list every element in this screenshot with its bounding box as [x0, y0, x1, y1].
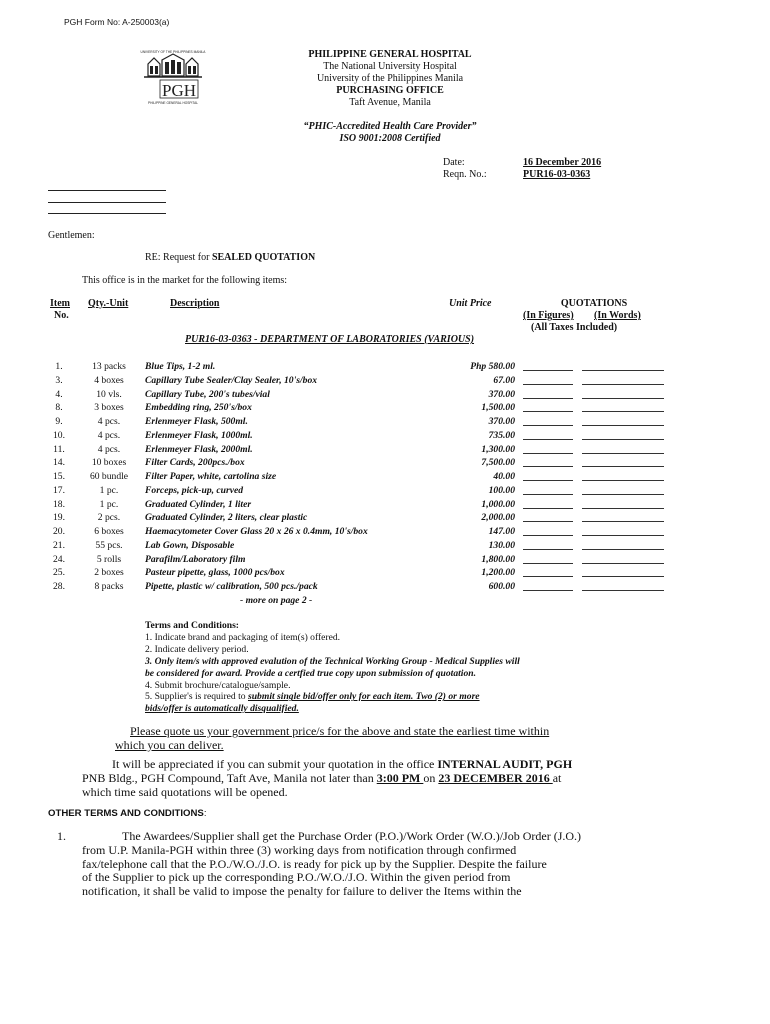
item-description: Capillary Tube Sealer/Clay Sealer, 10's/box	[145, 374, 318, 386]
university-name: University of the Philippines Manila	[316, 73, 464, 84]
table-row	[0, 430, 770, 443]
quote-figures-blank[interactable]	[523, 361, 573, 371]
item-description: Parafilm/Laboratory film	[145, 553, 246, 565]
item-description: Pasteur pipette, glass, 1000 pcs/box	[145, 567, 285, 579]
item-unit-price: 370.00	[488, 416, 515, 427]
quote-figures-blank[interactable]	[523, 375, 573, 385]
quote-words-blank[interactable]	[582, 567, 664, 577]
quote-figures-blank[interactable]	[523, 471, 573, 481]
term-4: 4. Submit brochure/catalogue/sample.	[145, 679, 291, 691]
quote-figures-blank[interactable]	[523, 444, 573, 454]
salutation: Gentlemen:	[48, 230, 95, 241]
section-title: PUR16-03-0363 - DEPARTMENT OF LABORATORIES (VARIOUS)	[185, 334, 475, 345]
item-unit-price: 67.00	[493, 374, 515, 386]
item-description: Blue Tips, 1-2 ml.	[145, 361, 216, 372]
other-terms-title: OTHER TERMS AND CONDITIONS:	[48, 808, 207, 819]
quote-words-blank[interactable]	[582, 389, 664, 399]
submission-paragraph: It will be appreciated if you can submit your quotation in the office INTERNAL AUDIT, PGH PNB Bldg., PGH Compound, Taft Ave, Manila not later than 3:00 PM on 23 DECEMBER 2016 at which time said quotations will be opened.	[82, 757, 573, 799]
table-row	[0, 402, 770, 415]
item-unit-price: 1,800.00	[481, 553, 515, 565]
col-price-header: Unit Price	[449, 298, 492, 309]
item-no: 14.	[53, 457, 65, 469]
table-row	[0, 457, 770, 470]
item-unit-price: 600.00	[488, 581, 515, 592]
item-description: Filter Cards, 200pcs./box	[145, 457, 245, 469]
table-row	[0, 444, 770, 457]
item-qty: 55 pcs.	[95, 539, 123, 551]
quote-figures-blank[interactable]	[523, 416, 573, 426]
quote-figures-blank[interactable]	[523, 512, 573, 522]
deadline-time: 3:00 PM	[376, 770, 424, 785]
quote-words-blank[interactable]	[582, 430, 664, 440]
submit-office: INTERNAL AUDIT, PGH	[437, 757, 573, 771]
item-no: 3.	[55, 374, 63, 386]
item-unit-price: 130.00	[488, 539, 515, 551]
item-no: 15.	[53, 471, 65, 482]
col-no-header: No.	[54, 310, 69, 321]
quote-words-blank[interactable]	[582, 402, 664, 412]
quote-figures-blank[interactable]	[523, 389, 573, 399]
item-qty: 6 boxes	[94, 526, 124, 537]
item-no: 1.	[55, 361, 63, 372]
item-unit-price: 735.00	[488, 429, 515, 441]
motto	[230, 121, 550, 145]
item-no: 4.	[55, 388, 63, 400]
item-description: Erlenmeyer Flask, 2000ml.	[145, 443, 253, 455]
table-row	[0, 581, 770, 594]
quote-words-blank[interactable]	[582, 581, 664, 591]
item-description: Filter Paper, white, cartolina size	[145, 471, 277, 482]
item-description: Forceps, pick-up, curved	[145, 484, 244, 496]
item-no: 20.	[53, 526, 65, 537]
terms-title: Terms and Conditions:	[145, 620, 240, 631]
term-1: 1. Indicate brand and packaging of item(s) offered.	[145, 631, 341, 643]
reqn-label: Reqn. No.:	[443, 169, 487, 180]
quote-figures-blank[interactable]	[523, 499, 573, 509]
table-row	[0, 512, 770, 525]
item-unit-price: 1,200.00	[481, 567, 515, 579]
table-row	[0, 416, 770, 429]
item-no: 17.	[53, 484, 65, 496]
item-unit-price: Php 580.00	[470, 361, 515, 372]
address-line-2	[48, 202, 166, 203]
table-row	[0, 471, 770, 484]
col-desc-header: Description	[170, 298, 220, 309]
term-5c: bids/offer is automatically disqualified.	[145, 703, 299, 715]
item-qty: 2 boxes	[94, 567, 124, 579]
table-row	[0, 526, 770, 539]
item-qty: 4 pcs.	[97, 443, 121, 455]
quote-words-blank[interactable]	[582, 499, 664, 509]
quote-figures-blank[interactable]	[523, 581, 573, 591]
item-unit-price: 40.00	[493, 471, 515, 482]
item-qty: 8 packs	[94, 581, 124, 592]
item-no: 18.	[53, 498, 65, 510]
re-line: RE: Request for SEALED QUOTATION	[145, 252, 316, 263]
logo-bottom-text: PHILIPPINE GENERAL HOSPITAL	[148, 101, 198, 105]
col-item-header: Item	[50, 298, 70, 309]
item-no: 28.	[53, 581, 65, 592]
pgh-logo	[140, 46, 206, 108]
hospital-name: PHILIPPINE GENERAL HOSPITAL	[308, 49, 472, 60]
item-unit-price: 7,500.00	[481, 457, 515, 469]
please-quote: Please quote us your government price/s for the above and state the earliest time within which you can deliver.	[115, 724, 550, 752]
term-2: 2. Indicate delivery period.	[145, 643, 249, 655]
quote-words-blank[interactable]	[582, 526, 664, 536]
item-description: Erlenmeyer Flask, 500ml.	[145, 416, 248, 427]
item-qty: 3 boxes	[94, 402, 124, 414]
item-qty: 10 boxes	[91, 457, 127, 469]
item-unit-price: 370.00	[488, 388, 515, 400]
item-no: 9.	[55, 416, 63, 427]
item-unit-price: 1,300.00	[481, 443, 515, 455]
date-label: Date:	[443, 157, 465, 168]
item-description: Haemacytometer Cover Glass 20 x 26 x 0.4mm, 10's/box	[145, 526, 368, 537]
table-row	[0, 361, 770, 374]
item-unit-price: 1,000.00	[481, 498, 515, 510]
item-description: Erlenmeyer Flask, 1000ml.	[145, 429, 253, 441]
phic-line: “PHIC-Accredited Health Care Provider”	[303, 121, 477, 132]
quote-words-blank[interactable]	[582, 416, 664, 426]
other-term-1: The Awardees/Supplier shall get the Purchase Order (P.O.)/Work Order (W.O.)/Job Order (J.O.) from U.P. Manila-PGH within three (3) working days from notification through confirmed fax/telephone call that the P.O./W.O./J.O. is ready for pick up by the Supplier. Despite the failure of the Supplier to pick up the corresponding P.O./W.O./J.O. Within the given period from notification, it shall be valid to impose the penalty for failure to deliver the Items within the	[82, 829, 582, 899]
quote-words-blank[interactable]	[582, 457, 664, 467]
quote-words-blank[interactable]	[582, 485, 664, 495]
item-description: Pipette, plastic w/ calibration, 500 pcs./pack	[145, 581, 318, 592]
item-description: Capillary Tube, 200's tubes/vial	[145, 388, 270, 400]
quote-figures-blank[interactable]	[523, 526, 573, 536]
quote-words-blank[interactable]	[582, 540, 664, 550]
iso-line: ISO 9001:2008 Certified	[339, 133, 441, 144]
table-row	[0, 485, 770, 498]
item-qty: 13 packs	[92, 361, 126, 372]
item-no: 24.	[53, 553, 65, 565]
address: Taft Avenue, Manila	[349, 97, 431, 108]
terms-block	[145, 620, 645, 715]
item-no: 21.	[53, 539, 65, 551]
item-qty: 4 boxes	[94, 374, 124, 386]
quote-words-blank[interactable]	[582, 512, 664, 522]
reqn-value: PUR16-03-0363	[523, 169, 591, 180]
deadline-date: 23 DECEMBER 2016	[438, 770, 553, 785]
quote-words-blank[interactable]	[582, 444, 664, 454]
item-unit-price: 2,000.00	[481, 512, 515, 524]
term-3a: 3. Only item/s with approved evalution of the Technical Working Group - Medical Supplies will	[145, 655, 520, 667]
date-value: 16 December 2016	[523, 157, 602, 168]
address-line-3	[48, 213, 166, 214]
office-name: PURCHASING OFFICE	[336, 85, 444, 96]
quote-figures-blank[interactable]	[523, 457, 573, 467]
item-qty: 1 pc.	[99, 484, 119, 496]
item-unit-price: 1,500.00	[481, 402, 515, 414]
item-description: Lab Gown, Disposable	[145, 539, 235, 551]
quote-words-blank[interactable]	[582, 361, 664, 371]
table-row	[0, 499, 770, 512]
item-description: Embedding ring, 250's/box	[145, 402, 252, 414]
quote-figures-blank[interactable]	[523, 554, 573, 564]
quote-figures-blank[interactable]	[523, 540, 573, 550]
item-no: 10.	[53, 429, 65, 441]
item-unit-price: 100.00	[488, 484, 515, 496]
quote-figures-blank[interactable]	[523, 402, 573, 412]
item-qty: 4 pcs.	[97, 429, 121, 441]
letterhead	[230, 49, 550, 109]
address-line-1	[48, 190, 166, 191]
logo-top-text: UNIVERSITY OF THE PHILIPPINES MANILA	[140, 50, 206, 54]
item-description: Graduated Cylinder, 1 liter	[145, 498, 252, 510]
intro-text: This office is in the market for the following items:	[82, 275, 288, 286]
quote-figures-blank[interactable]	[523, 485, 573, 495]
re-subject: SEALED QUOTATION	[211, 252, 316, 263]
item-no: 19.	[53, 512, 65, 524]
item-unit-price: 147.00	[488, 526, 515, 537]
more-note: - more on page 2 -	[240, 595, 313, 606]
item-no: 11.	[53, 443, 65, 455]
table-row	[0, 375, 770, 388]
item-qty: 1 pc.	[99, 498, 119, 510]
table-row	[0, 540, 770, 553]
item-qty: 4 pcs.	[97, 416, 121, 427]
item-qty: 60 bundle	[89, 471, 129, 482]
item-description: Graduated Cylinder, 2 liters, clear plastic	[145, 512, 308, 524]
taxes-note: (All Taxes Included)	[531, 322, 618, 333]
other-term-1-no: 1.	[57, 829, 66, 843]
table-row	[0, 389, 770, 402]
item-qty: 2 pcs.	[97, 512, 121, 524]
term-5: 5. Supplier's is required to submit single bid/offer only for each item. Two (2) or more	[145, 691, 480, 703]
quote-words-blank[interactable]	[582, 471, 664, 481]
quote-words-blank[interactable]	[582, 375, 664, 385]
quote-figures-blank[interactable]	[523, 567, 573, 577]
item-qty: 10 vls.	[96, 388, 122, 400]
col-figures-header: (In Figures)	[523, 310, 574, 321]
quote-words-blank[interactable]	[582, 554, 664, 564]
col-quotations-header: QUOTATIONS	[560, 298, 628, 309]
col-words-header: (In Words)	[594, 310, 641, 321]
quote-figures-blank[interactable]	[523, 430, 573, 440]
table-row	[0, 567, 770, 580]
item-qty: 5 rolls	[96, 553, 122, 565]
logo-pgh-text: PGH	[161, 81, 197, 100]
table-row	[0, 554, 770, 567]
term-3b: be considered for award. Provide a certfied true copy upon submission of quotation.	[145, 667, 476, 679]
form-number: PGH Form No: A-250003(a)	[64, 17, 170, 27]
item-no: 25.	[53, 567, 65, 579]
col-qty-header: Qty.-Unit	[88, 298, 129, 309]
item-no: 8.	[55, 402, 63, 414]
hospital-subtitle: The National University Hospital	[323, 61, 457, 72]
